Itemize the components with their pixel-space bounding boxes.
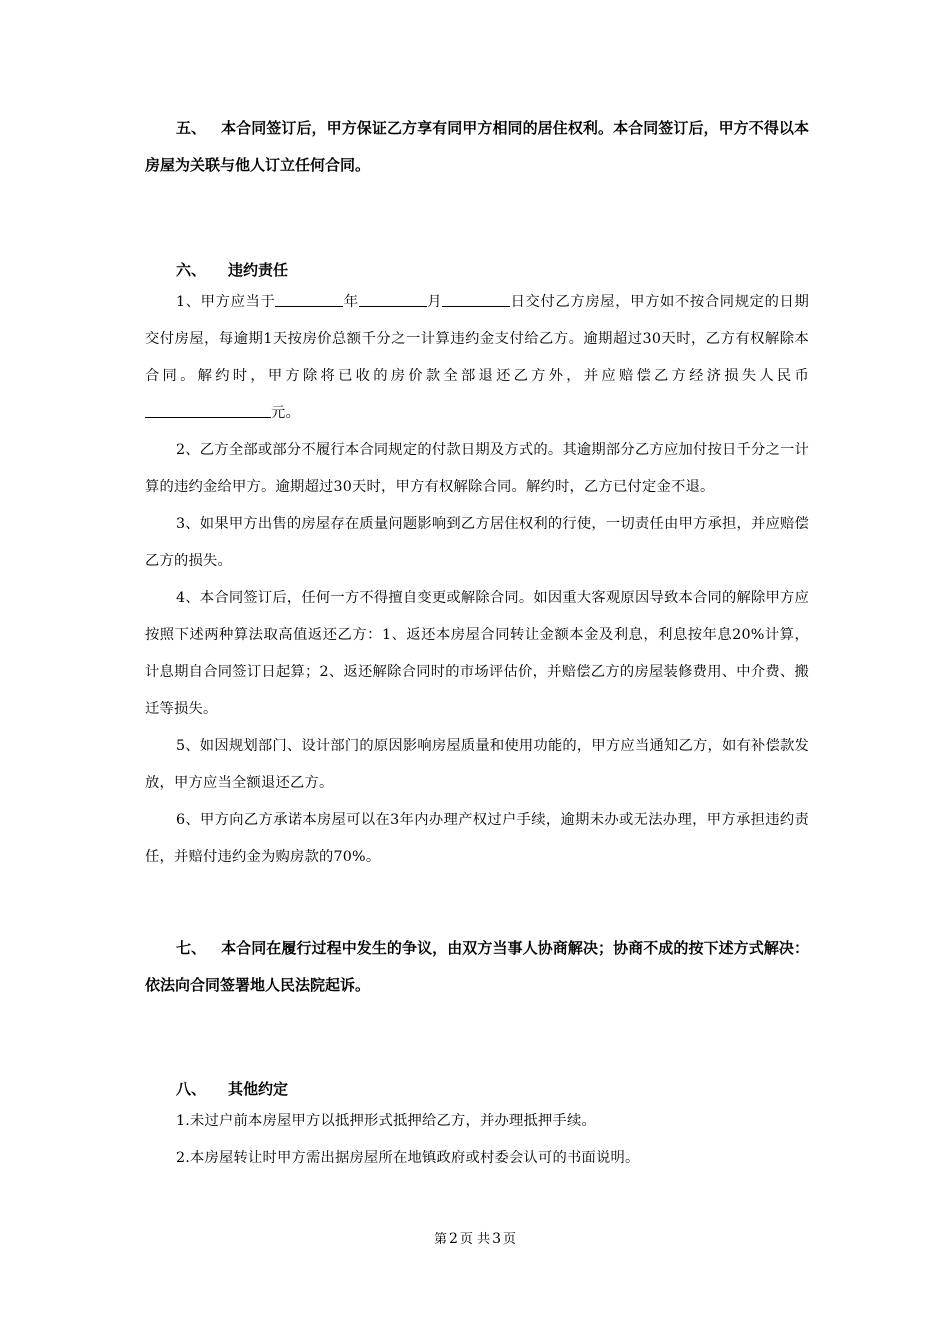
section-8-heading	[145, 1077, 809, 1101]
section-8-body	[145, 1103, 809, 1177]
section-8-title: 其他约定	[228, 1080, 289, 1098]
section-6-number: 六、	[176, 261, 207, 279]
clause-6-6: 6、甲方向乙方承诺本房屋可以在3年内办理产权过户手续，逾期未办或无法办理，甲方承担违约责任，并赔付违约金为购房款的70%。	[145, 812, 809, 865]
clause-6-3: 3、如果甲方出售的房屋存在质量问题影响到乙方居住权利的行使，一切责任由甲方承担，并应赔偿乙方的损失。	[145, 516, 809, 569]
blank-day	[442, 291, 510, 307]
clause-8-2: 2.本房屋转让时甲方需出据房屋所在地镇政府或村委会认可的书面说明。	[176, 1150, 640, 1166]
section-5-text: 本合同签订后，甲方保证乙方享有同甲方相同的居住权利。本合同签订后，甲方不得以本房屋为关联与他人订立任何合同。	[145, 119, 809, 174]
section-5-number: 五、	[176, 119, 207, 137]
section-8-number: 八、	[176, 1080, 207, 1098]
section-5-paragraph	[145, 110, 809, 184]
section-7-text: 本合同在履行过程中发生的争议，由双方当事人协商解决；协商不成的按下述方式解决：依法向合同签署地人民法院起诉。	[145, 939, 809, 994]
current-page-number: 2	[449, 1231, 458, 1247]
clause-6-5: 5、如因规划部门、设计部门的原因影响房屋质量和使用功能的，甲方应当通知乙方，如有补偿款发放，甲方应当全额退还乙方。	[145, 738, 809, 791]
section-7-number: 七、	[176, 939, 207, 957]
clause-6-2: 2、乙方全部或部分不履行本合同规定的付款日期及方式的。其逾期部分乙方应加付按日千分之一计算的违约金给甲方。逾期超过30天时，甲方有权解除合同。解约时，乙方已付定金不退。	[145, 442, 809, 495]
section-5	[145, 110, 809, 184]
blank-amount	[145, 402, 271, 418]
section-6-body	[145, 284, 809, 876]
section-6-title: 违约责任	[228, 261, 289, 279]
clause-6-4: 4、本合同签订后，任何一方不得擅自变更或解除合同。如因重大客观原因导致本合同的解除甲方应按照下述两种算法取高值返还乙方：1、返还本房屋合同转让金额本金及利息，利息按年息20%计算，计息期自合同签订日起算；2、返还解除合同时的市场评估价，并赔偿乙方的房屋装修费用、中介费、搬迁等损失。	[145, 590, 809, 717]
section-6-heading	[145, 258, 809, 282]
section-7	[145, 930, 809, 1004]
section-7-paragraph	[145, 930, 809, 1004]
clause-6-1: 1、甲方应当于 年 月 日交付乙方房屋，甲方如不按合同规定的日期交付房屋，每逾期1天按房价总额千分之一计算违约金支付给乙方。逾期超过30天时，乙方有权解除本合同。解约时，甲方除将已收的房价款全部退还乙方外，并应赔偿乙方经济损失人民币元。	[145, 284, 809, 432]
clause-8-1: 1.未过户前本房屋甲方以抵押形式抵押给乙方，并办理抵押手续。	[176, 1113, 596, 1129]
page-footer: 第 2 页 共 3 页	[433, 1231, 516, 1247]
blank-year	[275, 291, 343, 307]
total-page-number: 3	[492, 1231, 501, 1247]
blank-month	[359, 291, 427, 307]
